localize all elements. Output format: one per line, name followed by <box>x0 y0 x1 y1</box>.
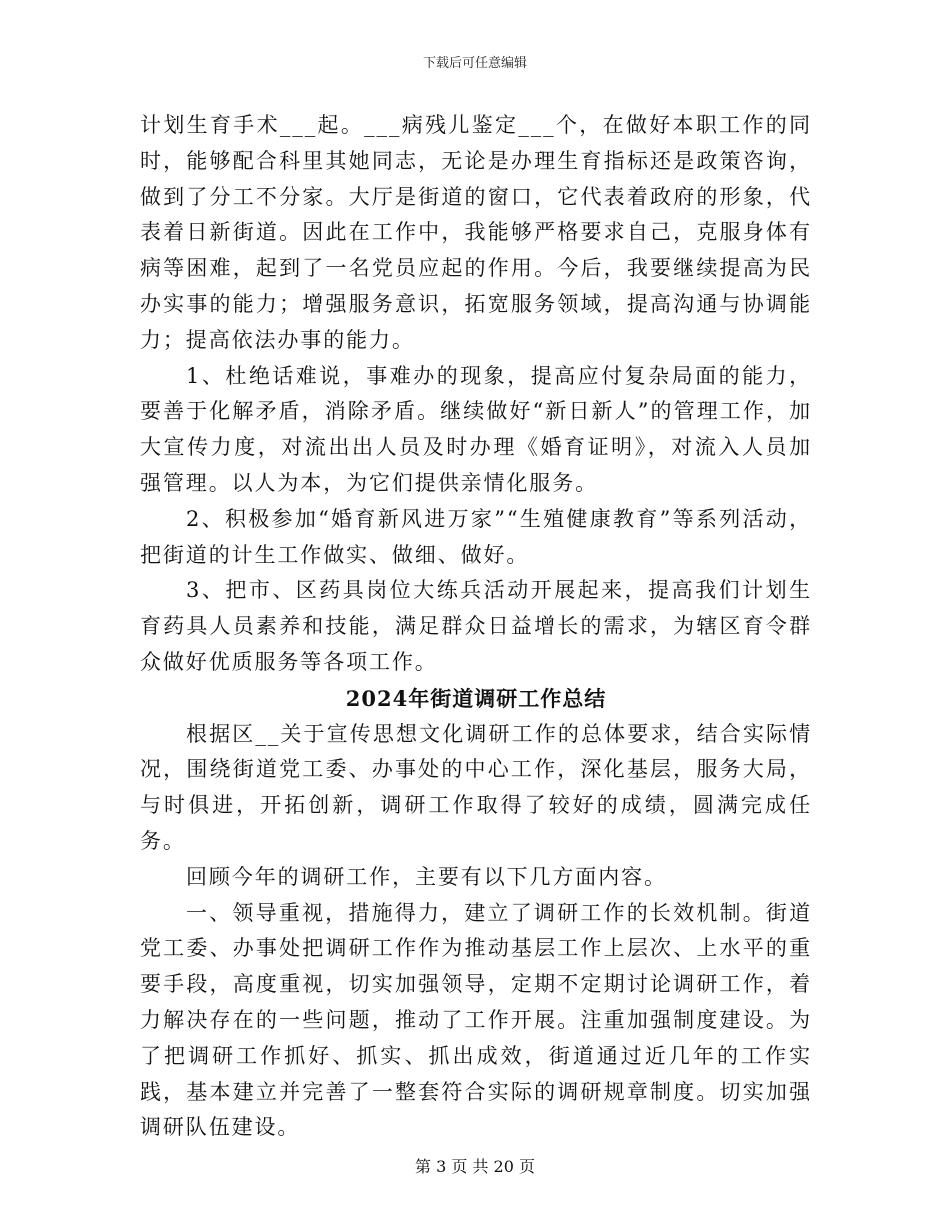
section-paragraph-review: 回顾今年的调研工作，主要有以下几方面内容。 <box>186 864 667 889</box>
section-paragraph-intro: 根据区__关于宣传思想文化调研工作的总体要求，结合实际情况，围绕街道党工委、办事处的中心工作，深化基层，服务大局，与时俱进，开拓创新，调研工作取得了较好的成绩，圆满完成任务。 <box>140 721 812 853</box>
section-title: 2024年街道调研工作总结 <box>345 685 607 711</box>
paragraph-item-1: 1、杜绝话难说，事难办的现象，提高应付复杂局面的能力，要善于化解矛盾，消除矛盾。继续做好“新日新人”的管理工作，加大宣传力度，对流出出人员及时办理《婚育证明》，对流入人员加强管理。以人为本，为它们提供亲情化服务。 <box>140 363 812 495</box>
paragraph-continuation: 计划生育手术___起。___病残儿鉴定___个，在做好本职工作的同时，能够配合科里其她同志，无论是办理生育指标还是政策咨询，做到了分工不分家。大厅是街道的窗口，它代表着政府的形象，代表着日新街道。因此在工作中，我能够严格要求自己，克服身体有病等困难，起到了一名党员应起的作用。今后，我要继续提高为民办实事的能力；增强服务意识，拓宽服务领域，提高沟通与协调能力；提高依法办事的能力。 <box>140 113 812 352</box>
page-header-note: 下载后可任意编辑 <box>422 56 527 71</box>
page-number: 第 3 页 共 20 页 <box>415 1157 535 1176</box>
paragraph-item-2: 2、积极参加“婚育新风进万家”“生殖健康教育”等系列活动，把街道的计生工作做实、做细、做好。 <box>140 506 812 567</box>
document-body <box>140 108 812 1146</box>
paragraph-item-3: 3、把市、区药具岗位大练兵活动开展起来，提高我们计划生育药具人员素养和技能，满足群众日益增长的需求，为辖区育令群众做好优质服务等各项工作。 <box>140 578 812 674</box>
section-paragraph-point-1: 一、领导重视，措施得力，建立了调研工作的长效机制。街道党工委、办事处把调研工作作为推动基层工作上层次、上水平的重要手段，高度重视，切实加强领导，定期不定期讨论调研工作，着力解决存在的一些问题，推动了工作开展。注重加强制度建设。为了把调研工作抓好、抓实、抓出成效，街道通过近几年的工作实践，基本建立并完善了一整套符合实际的调研规章制度。切实加强调研队伍建设。 <box>140 900 812 1140</box>
